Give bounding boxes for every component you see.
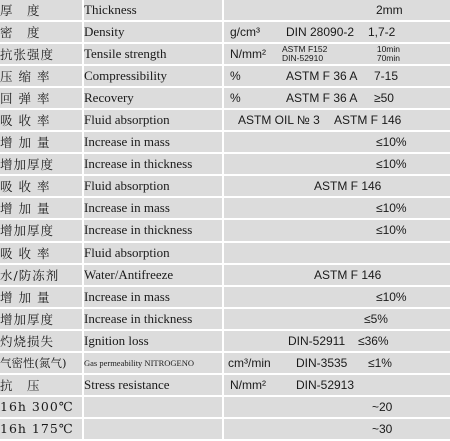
table-row [0, 397, 450, 417]
table-row [0, 353, 450, 373]
row-en-label: Increase in mass [84, 132, 224, 152]
row-method: ASTM F 146 [314, 179, 382, 194]
row-en-label: Gas permeability NITROGENO [84, 353, 224, 373]
table-row [0, 309, 450, 329]
row-value: ASTM F 146 [334, 113, 402, 128]
method-standard: ASTM F152 [282, 44, 328, 55]
row-zh-label: 灼烧损失 [0, 331, 84, 351]
row-zh-label: 增加厚度 [0, 309, 84, 329]
row-zh-label: 回 弹 率 [0, 88, 84, 108]
method-duration: 70min [376, 53, 400, 64]
table-row [0, 176, 450, 196]
row-method: DIN-3535 [296, 355, 348, 370]
row-zh-label: 增 加 量 [0, 132, 84, 152]
row-zh-label: 吸 收 率 [0, 243, 84, 263]
row-en-label: Compressibility [84, 66, 224, 86]
row-zh-label: 抗张强度 [0, 44, 84, 64]
row-en-label [84, 397, 224, 417]
row-value: ~20 [372, 399, 393, 414]
row-unit: N/mm² [230, 377, 266, 392]
row-en-label: Tensile strength [84, 44, 224, 64]
row-unit: N/mm² [230, 47, 266, 62]
row-en-label: Fluid absorption [84, 110, 224, 130]
row-en-label: Increase in mass [84, 287, 224, 307]
row-unit: % [230, 69, 241, 84]
table-row [0, 66, 450, 86]
row-zh-label: 增 加 量 [0, 287, 84, 307]
row-zh-label: 增加厚度 [0, 220, 84, 240]
row-en-label: Density [84, 22, 224, 42]
row-value: 2mm [376, 3, 403, 18]
row-unit: cm³/min [228, 355, 271, 370]
row-zh-label: 压 缩 率 [0, 66, 84, 86]
row-en-label: Water/Antifreeze [84, 265, 224, 285]
table-row [0, 110, 450, 130]
table-row [0, 331, 450, 351]
row-method: DIN-52913 [296, 377, 355, 392]
row-zh-label: 吸 收 率 [0, 176, 84, 196]
row-value: ~30 [372, 421, 393, 436]
row-en-label: Fluid absorption [84, 243, 224, 263]
row-value [224, 243, 450, 263]
row-en-label: Increase in thickness [84, 220, 224, 240]
table-row [0, 154, 450, 174]
row-unit: g/cm³ [230, 25, 260, 40]
row-zh-label: 水/防冻剂 [0, 265, 84, 285]
table-row [0, 220, 450, 240]
row-method: ASTM F 36 A [286, 91, 358, 106]
table-row [0, 243, 450, 263]
table-row [0, 375, 450, 395]
table-row [0, 265, 450, 285]
table-row [0, 22, 450, 42]
row-zh-label: 抗 压 [0, 375, 84, 395]
row-value: ≤10% [376, 289, 407, 304]
row-en-label [84, 419, 224, 439]
method-duration: 10min [376, 44, 400, 55]
row-method: ASTM F 36 A [286, 69, 358, 84]
row-en-label: Thickness [84, 0, 224, 20]
row-zh-label: 吸 收 率 [0, 110, 84, 130]
row-method: DIN 28090-2 [286, 25, 355, 40]
table-row [0, 44, 450, 64]
row-zh-label: 气密性(氮气) [0, 353, 84, 373]
row-en-label: Increase in thickness [84, 154, 224, 174]
row-zh-label: 16h 175℃ [0, 419, 84, 439]
row-en-label: Recovery [84, 88, 224, 108]
row-method: ASTM OIL № 3 [238, 113, 320, 128]
row-value: ≤36% [358, 333, 389, 348]
row-en-label: Increase in thickness [84, 309, 224, 329]
table-row [0, 132, 450, 152]
row-value: ≤10% [376, 201, 407, 216]
table-row [0, 419, 450, 439]
row-zh-label: 密 度 [0, 22, 84, 42]
row-value: ≤5% [364, 311, 388, 326]
row-value: ≤10% [376, 157, 407, 172]
row-en-label: Ignition loss [84, 331, 224, 351]
table-row [0, 198, 450, 218]
row-zh-label: 增加厚度 [0, 154, 84, 174]
row-unit: % [230, 91, 241, 106]
row-zh-label: 厚 度 [0, 0, 84, 20]
row-value: 1,7-2 [368, 25, 396, 40]
table-row [0, 88, 450, 108]
row-zh-label: 16h 300℃ [0, 397, 84, 417]
row-value: ≤10% [376, 135, 407, 150]
row-value: ≥50 [374, 91, 394, 106]
row-method-stack [282, 45, 400, 63]
row-method: ASTM F 146 [314, 267, 382, 282]
row-value: ≤10% [376, 223, 407, 238]
row-method: DIN-52911 [288, 333, 346, 348]
row-value: 7-15 [374, 69, 399, 84]
row-en-label: Increase in mass [84, 198, 224, 218]
row-zh-label: 增 加 量 [0, 198, 84, 218]
table-row [0, 0, 450, 20]
method-standard: DIN-52910 [282, 53, 324, 64]
row-en-label: Stress resistance [84, 375, 224, 395]
row-en-label: Fluid absorption [84, 176, 224, 196]
row-value: ≤1% [368, 355, 392, 370]
table-row [0, 287, 450, 307]
